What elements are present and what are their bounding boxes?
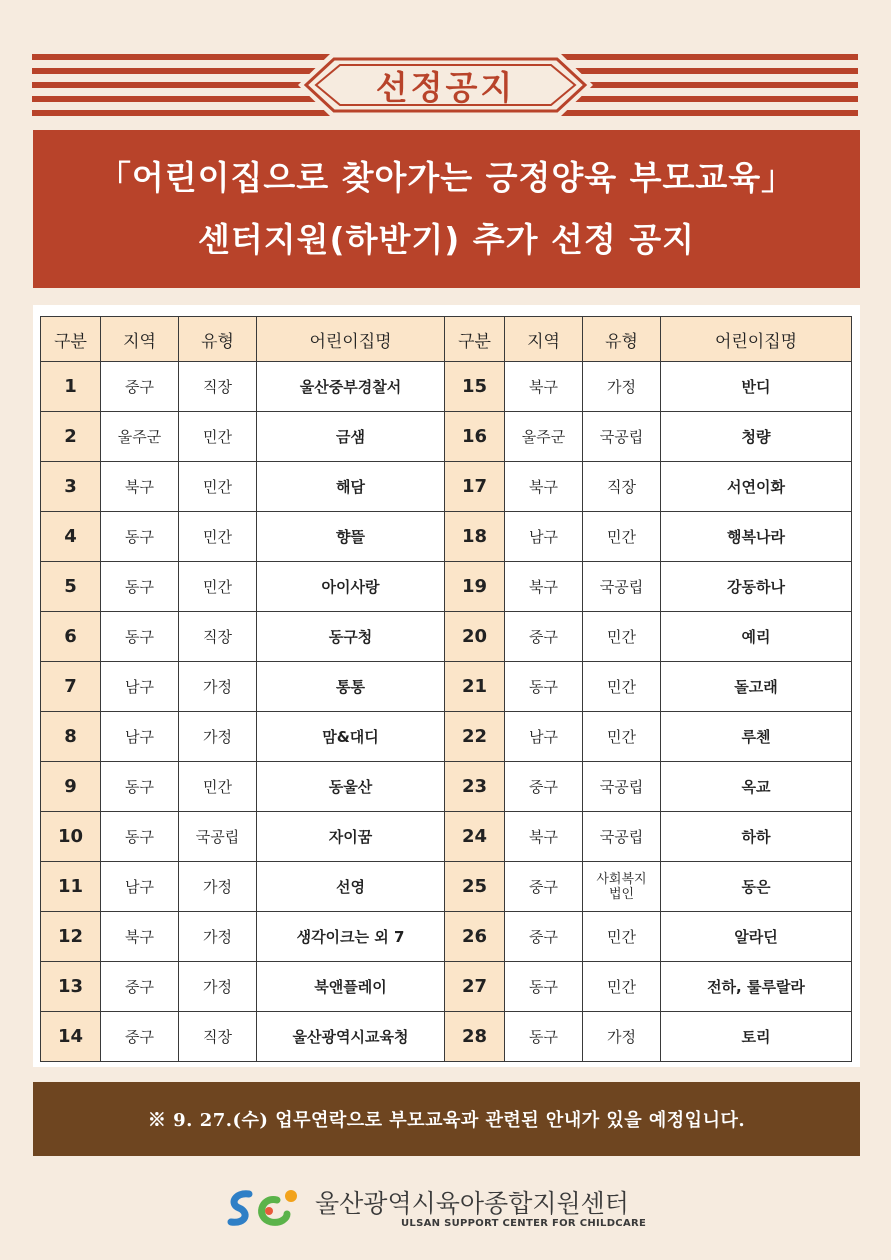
row-number: 23 [445, 762, 505, 812]
row-number: 4 [41, 512, 101, 562]
table-row [41, 512, 852, 562]
row-number: 16 [445, 412, 505, 462]
row-daycare-name: 강동하나 [661, 562, 852, 612]
row-daycare-name: 해담 [257, 462, 445, 512]
row-number: 7 [41, 662, 101, 712]
row-region: 동구 [101, 812, 179, 862]
row-daycare-name: 하하 [661, 812, 852, 862]
row-type: 가정 [179, 662, 257, 712]
row-number: 5 [41, 562, 101, 612]
row-region: 동구 [101, 612, 179, 662]
row-region: 중구 [505, 612, 583, 662]
table-row [41, 762, 852, 812]
row-type: 국공립 [583, 562, 661, 612]
row-daycare-name: 울산광역시교육청 [257, 1012, 445, 1062]
table-row [41, 862, 852, 912]
selection-table [40, 316, 852, 1062]
row-daycare-name: 금샘 [257, 412, 445, 462]
row-region: 남구 [101, 712, 179, 762]
notice-badge [298, 54, 593, 116]
footer-logo [225, 1184, 675, 1236]
table-row [41, 712, 852, 762]
row-type: 민간 [583, 662, 661, 712]
row-type: 가정 [179, 912, 257, 962]
row-daycare-name: 예리 [661, 612, 852, 662]
table-row [41, 812, 852, 862]
row-number: 21 [445, 662, 505, 712]
row-region: 동구 [505, 662, 583, 712]
row-number: 22 [445, 712, 505, 762]
notice-bar: ※ 9. 27.(수) 업무연락으로 부모교육과 관련된 안내가 있을 예정입니다. [33, 1082, 860, 1156]
row-type: 민간 [583, 912, 661, 962]
row-region: 울주군 [101, 412, 179, 462]
row-type: 민간 [179, 762, 257, 812]
table-row [41, 1012, 852, 1062]
title-banner [33, 130, 860, 288]
row-daycare-name: 동구청 [257, 612, 445, 662]
row-daycare-name: 향뜰 [257, 512, 445, 562]
row-number: 18 [445, 512, 505, 562]
row-daycare-name: 청량 [661, 412, 852, 462]
row-number: 15 [445, 362, 505, 412]
row-type: 가정 [179, 862, 257, 912]
row-number: 1 [41, 362, 101, 412]
table-header-row [41, 317, 852, 362]
row-type: 민간 [583, 712, 661, 762]
row-daycare-name: 옥교 [661, 762, 852, 812]
row-region: 중구 [101, 362, 179, 412]
table-row [41, 412, 852, 462]
row-number: 12 [41, 912, 101, 962]
row-type: 민간 [583, 612, 661, 662]
row-region: 북구 [101, 462, 179, 512]
row-type: 가정 [583, 362, 661, 412]
row-region: 울주군 [505, 412, 583, 462]
title-line-1: 「어린이집으로 찾아가는 긍정양육 부모교육」 [97, 158, 796, 197]
row-region: 북구 [505, 562, 583, 612]
row-type: 가정 [179, 962, 257, 1012]
row-daycare-name: 서연이화 [661, 462, 852, 512]
row-type: 민간 [179, 412, 257, 462]
row-type: 민간 [179, 512, 257, 562]
row-daycare-name: 선영 [257, 862, 445, 912]
row-type: 민간 [583, 512, 661, 562]
row-daycare-name: 자이꿈 [257, 812, 445, 862]
badge-label: 선정공지 [375, 67, 516, 107]
row-type: 직장 [179, 362, 257, 412]
row-type: 직장 [583, 462, 661, 512]
row-number: 10 [41, 812, 101, 862]
row-number: 14 [41, 1012, 101, 1062]
row-number: 9 [41, 762, 101, 812]
row-region: 남구 [101, 662, 179, 712]
header-type: 유형 [179, 317, 257, 362]
row-type: 직장 [179, 1012, 257, 1062]
row-daycare-name: 행복나라 [661, 512, 852, 562]
row-region: 동구 [101, 512, 179, 562]
row-number: 20 [445, 612, 505, 662]
row-daycare-name: 전하, 룰루랄라 [661, 962, 852, 1012]
row-daycare-name: 북앤플레이 [257, 962, 445, 1012]
row-type: 가정 [583, 1012, 661, 1062]
row-region: 동구 [101, 762, 179, 812]
table-row [41, 662, 852, 712]
row-region: 북구 [101, 912, 179, 962]
row-number: 27 [445, 962, 505, 1012]
header-name: 어린이집명 [257, 317, 445, 362]
row-number: 26 [445, 912, 505, 962]
row-type: 민간 [583, 962, 661, 1012]
row-daycare-name: 통통 [257, 662, 445, 712]
row-number: 17 [445, 462, 505, 512]
org-name-korean: 울산광역시육아종합지원센터 [315, 1189, 629, 1218]
row-daycare-name: 맘&대디 [257, 712, 445, 762]
row-region: 중구 [505, 912, 583, 962]
row-region: 남구 [505, 712, 583, 762]
table-row [41, 912, 852, 962]
row-region: 북구 [505, 362, 583, 412]
row-daycare-name: 토리 [661, 1012, 852, 1062]
row-type: 민간 [179, 562, 257, 612]
header-region: 지역 [101, 317, 179, 362]
header-region: 지역 [505, 317, 583, 362]
row-type: 국공립 [583, 762, 661, 812]
row-number: 2 [41, 412, 101, 462]
row-daycare-name: 동은 [661, 862, 852, 912]
header-no: 구분 [41, 317, 101, 362]
selection-table-panel [33, 305, 860, 1067]
table-row [41, 612, 852, 662]
table-row [41, 962, 852, 1012]
row-number: 24 [445, 812, 505, 862]
row-region: 북구 [505, 812, 583, 862]
row-number: 13 [41, 962, 101, 1012]
row-type: 국공립 [583, 812, 661, 862]
row-number: 8 [41, 712, 101, 762]
row-region: 북구 [505, 462, 583, 512]
row-daycare-name: 알라딘 [661, 912, 852, 962]
row-type: 국공립 [179, 812, 257, 862]
row-daycare-name: 아이사랑 [257, 562, 445, 612]
row-number: 3 [41, 462, 101, 512]
row-region: 남구 [505, 512, 583, 562]
header-type: 유형 [583, 317, 661, 362]
table-row [41, 562, 852, 612]
row-region: 중구 [505, 862, 583, 912]
header-name: 어린이집명 [661, 317, 852, 362]
row-region: 중구 [101, 1012, 179, 1062]
table-body [41, 362, 852, 1062]
row-daycare-name: 돌고래 [661, 662, 852, 712]
row-region: 동구 [101, 562, 179, 612]
row-type: 사회복지 법인 [583, 862, 661, 912]
table-row [41, 362, 852, 412]
row-type: 국공립 [583, 412, 661, 462]
row-daycare-name: 루첸 [661, 712, 852, 762]
row-daycare-name: 울산중부경찰서 [257, 362, 445, 412]
row-daycare-name: 반디 [661, 362, 852, 412]
header-no: 구분 [445, 317, 505, 362]
org-name-english: ULSAN SUPPORT CENTER FOR CHILDCARE [401, 1218, 647, 1229]
row-region: 남구 [101, 862, 179, 912]
title-line-2: 센터지원(하반기) 추가 선정 공지 [197, 220, 696, 259]
row-number: 11 [41, 862, 101, 912]
row-region: 동구 [505, 962, 583, 1012]
row-daycare-name: 동울산 [257, 762, 445, 812]
row-type: 민간 [179, 462, 257, 512]
row-number: 28 [445, 1012, 505, 1062]
row-region: 동구 [505, 1012, 583, 1062]
row-region: 중구 [101, 962, 179, 1012]
row-region: 중구 [505, 762, 583, 812]
row-number: 6 [41, 612, 101, 662]
row-number: 25 [445, 862, 505, 912]
table-row [41, 462, 852, 512]
row-number: 19 [445, 562, 505, 612]
row-type: 가정 [179, 712, 257, 762]
row-daycare-name: 생각이크는 외 7 [257, 912, 445, 962]
row-type: 직장 [179, 612, 257, 662]
center-logo-icon [225, 1186, 305, 1232]
